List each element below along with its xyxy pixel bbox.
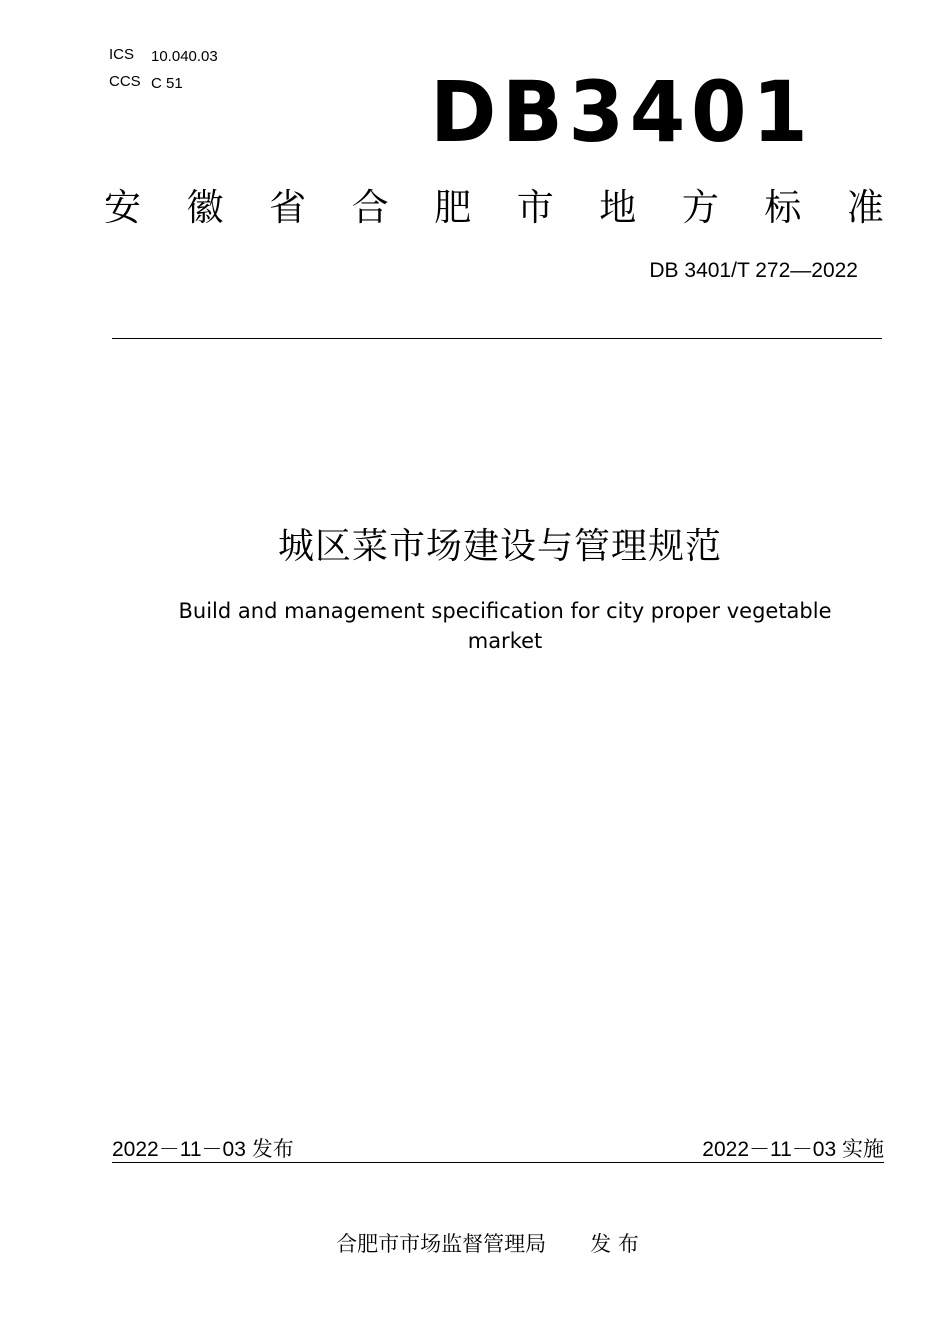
header-divider xyxy=(112,338,882,339)
category-char: 肥 xyxy=(434,186,472,229)
release-date: 2022－11－03 发布 xyxy=(112,1138,294,1161)
document-title-chinese: 城区菜市场建设与管理规范 xyxy=(277,526,722,567)
standard-number: DB 3401/T 272—2022 xyxy=(649,259,858,282)
issue-action: 发 布 xyxy=(590,1232,639,1256)
ics-code: 10.040.03 xyxy=(151,48,218,65)
db-standard-logo: DB3401 xyxy=(430,63,814,161)
category-char: 市 xyxy=(516,186,554,229)
category-char: 地 xyxy=(599,186,637,229)
standard-category-title xyxy=(104,186,884,230)
issuing-authority xyxy=(0,1228,950,1258)
implementation-date: 2022－11－03 实施 xyxy=(702,1138,884,1161)
category-char: 合 xyxy=(351,186,389,229)
issuer-name: 合肥市市场监督管理局 xyxy=(336,1232,547,1256)
ccs-code: C 51 xyxy=(151,75,183,92)
ccs-label: CCS xyxy=(109,73,141,90)
category-char: 准 xyxy=(846,186,884,229)
ics-label: ICS xyxy=(109,46,135,63)
category-char: 方 xyxy=(681,186,719,229)
category-char: 安 xyxy=(104,186,141,229)
category-char: 标 xyxy=(764,186,802,229)
category-char: 省 xyxy=(269,186,307,229)
footer-divider xyxy=(112,1162,884,1163)
category-char: 徽 xyxy=(186,186,224,229)
document-title-english: Build and management specification for city proper vegetable market xyxy=(178,599,832,653)
